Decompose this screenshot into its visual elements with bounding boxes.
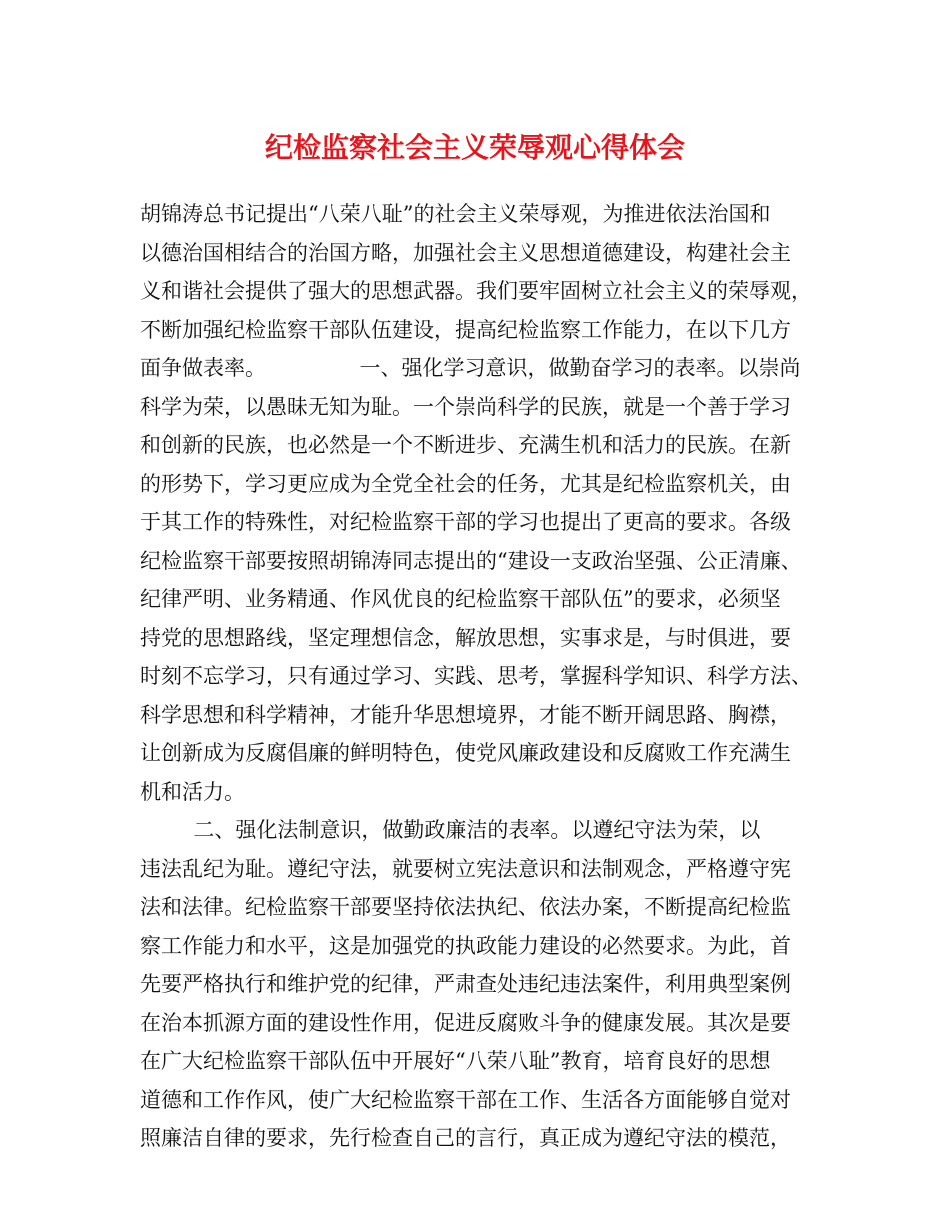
body-line: 时刻不忘学习，只有通过学习、实践、思考，掌握科学知识、科学方法、 <box>140 664 812 688</box>
body-line: 机和活力。 <box>140 779 245 804</box>
body-line: 在治本抓源方面的建设性作用，促进反腐败斗争的健康发展。其次是要 <box>140 1010 791 1035</box>
body-line: 以德治国相结合的治国方略，加强社会主义思想道德建设，构建社会主 <box>140 240 791 265</box>
body-line: 二、强化法制意识，做勤政廉洁的表率。以遵纪守法为荣，以 <box>140 818 761 842</box>
body-line: 道德和工作作风，使广大纪检监察干部在工作、生活各方面能够自觉对 <box>140 1087 791 1112</box>
body-line: 科学思想和科学精神，才能升华思想境界，才能不断开阔思路、胸襟， <box>140 702 791 727</box>
body-line: 让创新成为反腐倡廉的鲜明特色，使党风廉政建设和反腐败工作充满生 <box>140 741 791 765</box>
body-line: 纪检监察干部要按照胡锦涛同志提出的“建设一支政治坚强、公正清廉、 <box>140 548 802 573</box>
body-line: 胡锦涛总书记提出“八荣八耻”的社会主义荣辱观，为推进依法治国和 <box>140 202 771 226</box>
body-line: 法和法律。纪检监察干部要坚持依法执纪、依法办案，不断提高纪检监 <box>140 895 791 919</box>
body-line: 义和谐社会提供了强大的思想武器。我们要牢固树立社会主义的荣辱观， <box>140 279 812 303</box>
body-line: 的形势下，学习更应成为全党全社会的任务，尤其是纪检监察机关，由 <box>140 471 791 496</box>
document-title: 纪检监察社会主义荣辱观心得体会 <box>264 131 685 164</box>
body-line: 和创新的民族，也必然是一个不断进步、充满生机和活力的民族。在新 <box>140 433 791 457</box>
body-line: 持党的思想路线，坚定理想信念，解放思想，实事求是，与时俱进，要 <box>140 625 791 650</box>
body-line: 纪律严明、业务精通、作风优良的纪检监察干部队伍”的要求，必须坚 <box>140 587 781 611</box>
body-line: 科学为荣，以愚昧无知为耻。一个崇尚科学的民族，就是一个善于学习 <box>140 394 791 419</box>
body-line: 不断加强纪检监察干部队伍建设，提高纪检监察工作能力，在以下几方 <box>140 317 791 342</box>
body-line: 在广大纪检监察干部队伍中开展好“八荣八耻”教育，培育良好的思想 <box>140 1049 771 1073</box>
body-line: 察工作能力和水平，这是加强党的执政能力建设的必然要求。为此，首 <box>140 933 791 958</box>
body-line: 于其工作的特殊性，对纪检监察干部的学习也提出了更高的要求。各级 <box>140 510 791 534</box>
body-line: 面争做表率。 一、强化学习意识，做勤奋学习的表率。以崇尚 <box>140 356 801 380</box>
body-line: 照廉洁自律的要求，先行检查自己的言行，真正成为遵纪守法的模范， <box>140 1126 791 1150</box>
document-body <box>140 195 830 1158</box>
body-line: 先要严格执行和维护党的纪律，严肃查处违纪违法案件，利用典型案例 <box>140 972 791 996</box>
body-line: 违法乱纪为耻。遵纪守法，就要树立宪法意识和法制观念，严格遵守宪 <box>140 856 791 881</box>
